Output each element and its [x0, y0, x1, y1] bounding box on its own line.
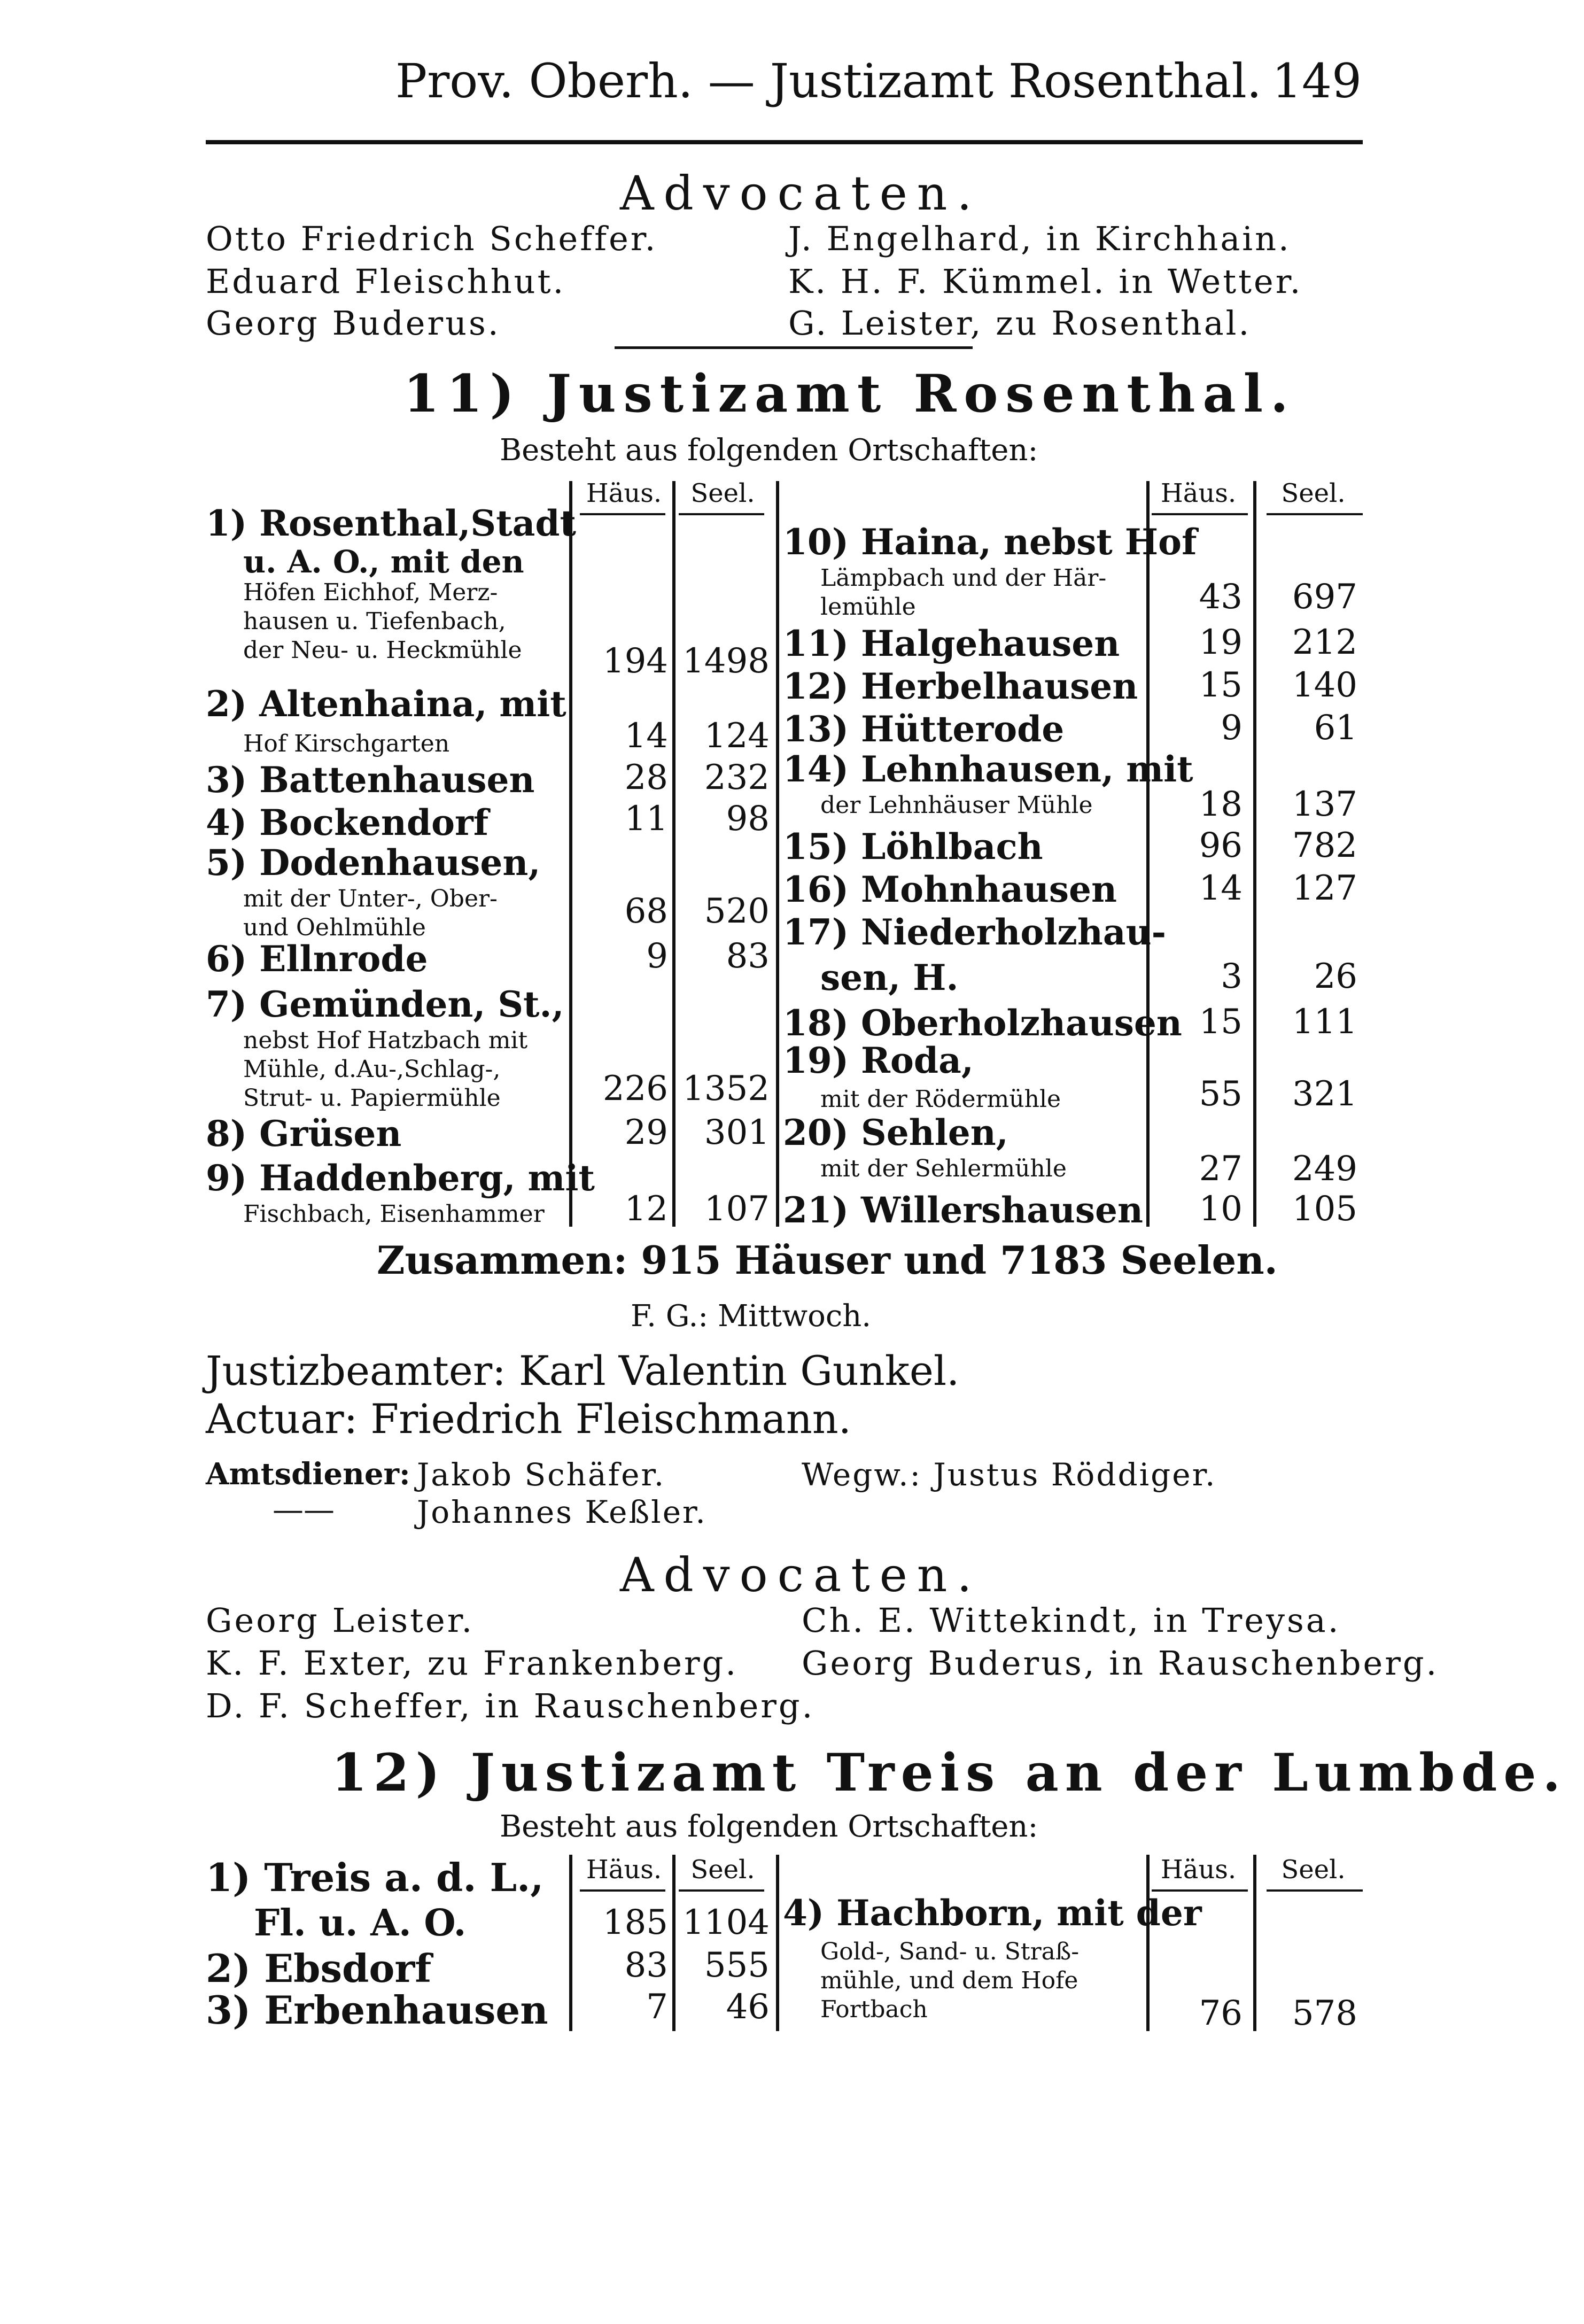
col-underline: [679, 1889, 764, 1892]
amtsdiener-label: Amtsdiener:: [206, 1457, 410, 1492]
place-detail-line: mit der Sehlermühle: [820, 1155, 1067, 1182]
amtsdiener-dash: ——: [273, 1491, 335, 1528]
col-underline: [1267, 513, 1363, 515]
advocate-name: K. H. F. Kümmel. in Wetter.: [788, 262, 1303, 301]
seelen-value: 124: [704, 716, 770, 756]
wegwaerter: Wegw.: Justus Röddiger.: [802, 1457, 1217, 1493]
place-name: 16) Mohnhausen: [783, 869, 1117, 910]
place-detail-line: Höfen Eichhof, Merz-: [243, 579, 498, 606]
haeuser-value: 29: [624, 1113, 668, 1152]
col-underline: [1267, 1889, 1363, 1892]
place-name: 19) Roda,: [783, 1040, 974, 1081]
col-underline: [679, 513, 764, 515]
place-detail-line: mit der Unter-, Ober-: [243, 885, 498, 912]
place-detail-line: und Oehlmühle: [243, 914, 426, 941]
place-detail-line: der Lehnhäuser Mühle: [820, 792, 1093, 819]
advocates-heading: Advocaten.: [620, 166, 982, 221]
column-rule: [1253, 1855, 1256, 2031]
haeuser-value: 68: [624, 892, 668, 931]
seelen-value: 1498: [682, 641, 770, 681]
place-name: 1) Rosenthal,Stadt: [206, 502, 576, 544]
haeuser-value: 10: [1199, 1189, 1243, 1229]
section-subtitle: Besteht aus folgenden Ortschaften:: [500, 1809, 1038, 1844]
place-detail: [820, 564, 1106, 622]
seelen-value: 61: [1314, 708, 1357, 748]
haeuser-value: 18: [1199, 785, 1243, 824]
seelen-value: 137: [1292, 785, 1357, 824]
seelen-value: 782: [1292, 826, 1357, 865]
seelen-value: 107: [704, 1189, 770, 1229]
haeuser-value: 19: [1199, 623, 1243, 662]
advocates-heading: Advocaten.: [620, 1547, 982, 1602]
place-detail-line: der Neu- u. Heckmühle: [243, 637, 522, 664]
place-detail: [243, 545, 564, 665]
place-name: 17) Niederholzhau-: [783, 911, 1167, 953]
justizbeamter: Justizbeamter: Karl Valentin Gunkel.: [206, 1347, 960, 1395]
haeuser-value: 7: [646, 1987, 668, 2027]
seelen-value: 578: [1292, 1994, 1357, 2033]
page-number: 149: [1272, 53, 1362, 109]
advocate-name: Georg Buderus, in Rauschenberg.: [802, 1644, 1439, 1683]
place-detail-line: lemühle: [820, 593, 916, 621]
place-detail-line: Mühle, d.Au-,Schlag-,: [243, 1056, 501, 1083]
place-detail: [243, 1026, 527, 1113]
place-detail-line: sen, H.: [820, 957, 959, 998]
col-underline: [1152, 1889, 1248, 1892]
seelen-value: 301: [704, 1113, 770, 1152]
seelen-value: 520: [704, 892, 770, 931]
haeuser-value: 76: [1199, 1994, 1243, 2033]
total-line: Zusammen: 915 Häuser und 7183 Seelen.: [377, 1237, 1278, 1283]
section-subtitle: Besteht aus folgenden Ortschaften:: [500, 433, 1038, 468]
place-detail-line: u. A. O., mit den: [243, 544, 524, 580]
place-name: 3) Battenhausen: [206, 759, 535, 801]
column-rule: [569, 1855, 572, 2031]
seelen-value: 1352: [682, 1069, 770, 1109]
seelen-value: 140: [1292, 665, 1357, 705]
place-detail-line: Hof Kirschgarten: [243, 730, 450, 757]
col-header-seelen: Seel.: [1281, 478, 1346, 508]
haeuser-value: 15: [1199, 1002, 1243, 1042]
place-name: 15) Löhlbach: [783, 826, 1043, 867]
advocate-name: Eduard Fleischhut.: [206, 262, 566, 301]
place-name: 18) Oberholzhausen: [783, 1002, 1182, 1044]
haeuser-value: 28: [624, 758, 668, 797]
section-title: 12) Justizamt Treis an der Lumbde.: [331, 1742, 1567, 1803]
place-name: 5) Dodenhausen,: [206, 842, 541, 884]
haeuser-value: 226: [602, 1069, 668, 1109]
seelen-value: 212: [1292, 623, 1357, 662]
place-name: 6) Ellnrode: [206, 938, 428, 980]
place-detail: [243, 885, 498, 942]
seelen-value: 46: [726, 1987, 770, 2027]
place-name: 4) Hachborn, mit der: [783, 1892, 1202, 1934]
column-rule: [776, 481, 779, 1227]
haeuser-value: 14: [1199, 869, 1243, 908]
column-rule: [1146, 481, 1150, 1227]
haeuser-value: 15: [1199, 665, 1243, 705]
place-detail-line: Fortbach: [820, 1996, 928, 2023]
place-detail-line: hausen u. Tiefenbach,: [243, 608, 506, 635]
advocate-name: G. Leister, zu Rosenthal.: [788, 304, 1252, 343]
col-header-haeuser: Häus.: [586, 478, 662, 508]
seelen-value: 321: [1292, 1074, 1357, 1114]
seelen-value: 26: [1314, 957, 1357, 996]
place-name: 1) Treis a. d. L.,: [206, 1855, 544, 1900]
place-detail-line: Fl. u. A. O.: [254, 1902, 467, 1945]
seelen-value: 111: [1292, 1002, 1357, 1042]
seelen-value: 555: [704, 1946, 770, 1985]
col-header-seelen: Seel.: [1281, 1855, 1346, 1885]
place-name: 10) Haina, nebst Hof: [783, 521, 1197, 563]
place-name: 2) Altenhaina, mit: [206, 683, 566, 725]
col-header-haeuser: Häus.: [1160, 1855, 1237, 1885]
haeuser-value: 27: [1199, 1149, 1243, 1189]
place-detail-line: Strut- u. Papiermühle: [243, 1084, 501, 1112]
haeuser-value: 185: [602, 1903, 668, 1942]
column-rule: [672, 481, 675, 1227]
running-title: Prov. Oberh. — Justizamt Rosenthal.: [395, 53, 1262, 109]
amtsdiener-name: Jakob Schäfer.: [417, 1457, 666, 1493]
haeuser-value: 9: [646, 936, 668, 976]
haeuser-value: 43: [1199, 577, 1243, 617]
place-detail-line: mit der Rödermühle: [820, 1086, 1061, 1113]
place-detail-line: Lämpbach und der Här-: [820, 564, 1107, 592]
haeuser-value: 3: [1221, 957, 1243, 996]
place-name: 14) Lehnhausen, mit: [783, 748, 1193, 790]
col-underline: [580, 1889, 665, 1892]
col-header-seelen: Seel.: [690, 1855, 755, 1885]
seelen-value: 98: [726, 799, 770, 839]
seelen-value: 127: [1292, 869, 1357, 908]
column-rule: [569, 481, 572, 1227]
col-underline: [580, 513, 665, 515]
seelen-value: 105: [1292, 1189, 1357, 1229]
place-name: 9) Haddenberg, mit: [206, 1157, 595, 1199]
seelen-value: 83: [726, 936, 770, 976]
advocate-name: J. Engelhard, in Kirchhain.: [788, 219, 1291, 258]
col-header-haeuser: Häus.: [1160, 478, 1237, 508]
place-name: 20) Sehlen,: [783, 1112, 1008, 1153]
place-name: 11) Halgehausen: [783, 623, 1120, 664]
place-name: 21) Willershausen: [783, 1189, 1144, 1231]
haeuser-value: 11: [624, 799, 668, 839]
col-underline: [1152, 513, 1248, 515]
column-rule: [1253, 481, 1256, 1227]
column-rule: [1146, 1855, 1150, 2031]
place-name: 13) Hütterode: [783, 708, 1065, 750]
haeuser-value: 55: [1199, 1074, 1243, 1114]
place-detail-line: nebst Hof Hatzbach mit: [243, 1027, 528, 1054]
divider: [615, 346, 973, 349]
haeuser-value: 83: [624, 1946, 668, 1985]
place-name: 2) Ebsdorf: [206, 1946, 432, 1991]
seelen-value: 697: [1292, 577, 1357, 617]
haeuser-value: 9: [1221, 708, 1243, 748]
place-detail: [820, 1938, 1079, 2024]
advocate-name: K. F. Exter, zu Frankenberg.: [206, 1644, 739, 1683]
haeuser-value: 12: [624, 1189, 668, 1229]
advocate-name: Georg Buderus.: [206, 304, 501, 343]
seelen-value: 249: [1292, 1149, 1357, 1189]
section-title: 11) Justizamt Rosenthal.: [403, 363, 1296, 424]
place-detail-line: mühle, und dem Hofe: [820, 1967, 1078, 1994]
haeuser-value: 96: [1199, 826, 1243, 865]
place-detail-line: Fischbach, Eisenhammer: [243, 1200, 545, 1228]
advocate-name: Otto Friedrich Scheffer.: [206, 219, 658, 258]
advocate-name: Ch. E. Wittekindt, in Treysa.: [802, 1601, 1341, 1640]
place-name: 12) Herbelhausen: [783, 665, 1138, 707]
seelen-value: 1104: [682, 1903, 770, 1942]
seelen-value: 232: [704, 758, 770, 797]
haeuser-value: 14: [624, 716, 668, 756]
col-header-haeuser: Häus.: [586, 1855, 662, 1885]
market-day: F. G.: Mittwoch.: [631, 1299, 872, 1334]
haeuser-value: 194: [602, 641, 668, 681]
advocate-name: Georg Leister.: [206, 1601, 475, 1640]
amtsdiener-name: Johannes Keßler.: [417, 1494, 707, 1530]
header-rule: [206, 140, 1363, 144]
column-rule: [776, 1855, 779, 2031]
col-header-seelen: Seel.: [690, 478, 755, 508]
place-name: 8) Grüsen: [206, 1113, 402, 1155]
advocate-name: D. F. Scheffer, in Rauschenberg.: [206, 1686, 815, 1725]
place-name: 7) Gemünden, St.,: [206, 983, 564, 1025]
place-name: 4) Bockendorf: [206, 802, 489, 843]
actuar: Actuar: Friedrich Fleischmann.: [206, 1395, 851, 1443]
column-rule: [672, 1855, 675, 2031]
place-detail-line: Gold-, Sand- u. Straß-: [820, 1938, 1080, 1965]
place-name: 3) Erbenhausen: [206, 1987, 548, 2033]
